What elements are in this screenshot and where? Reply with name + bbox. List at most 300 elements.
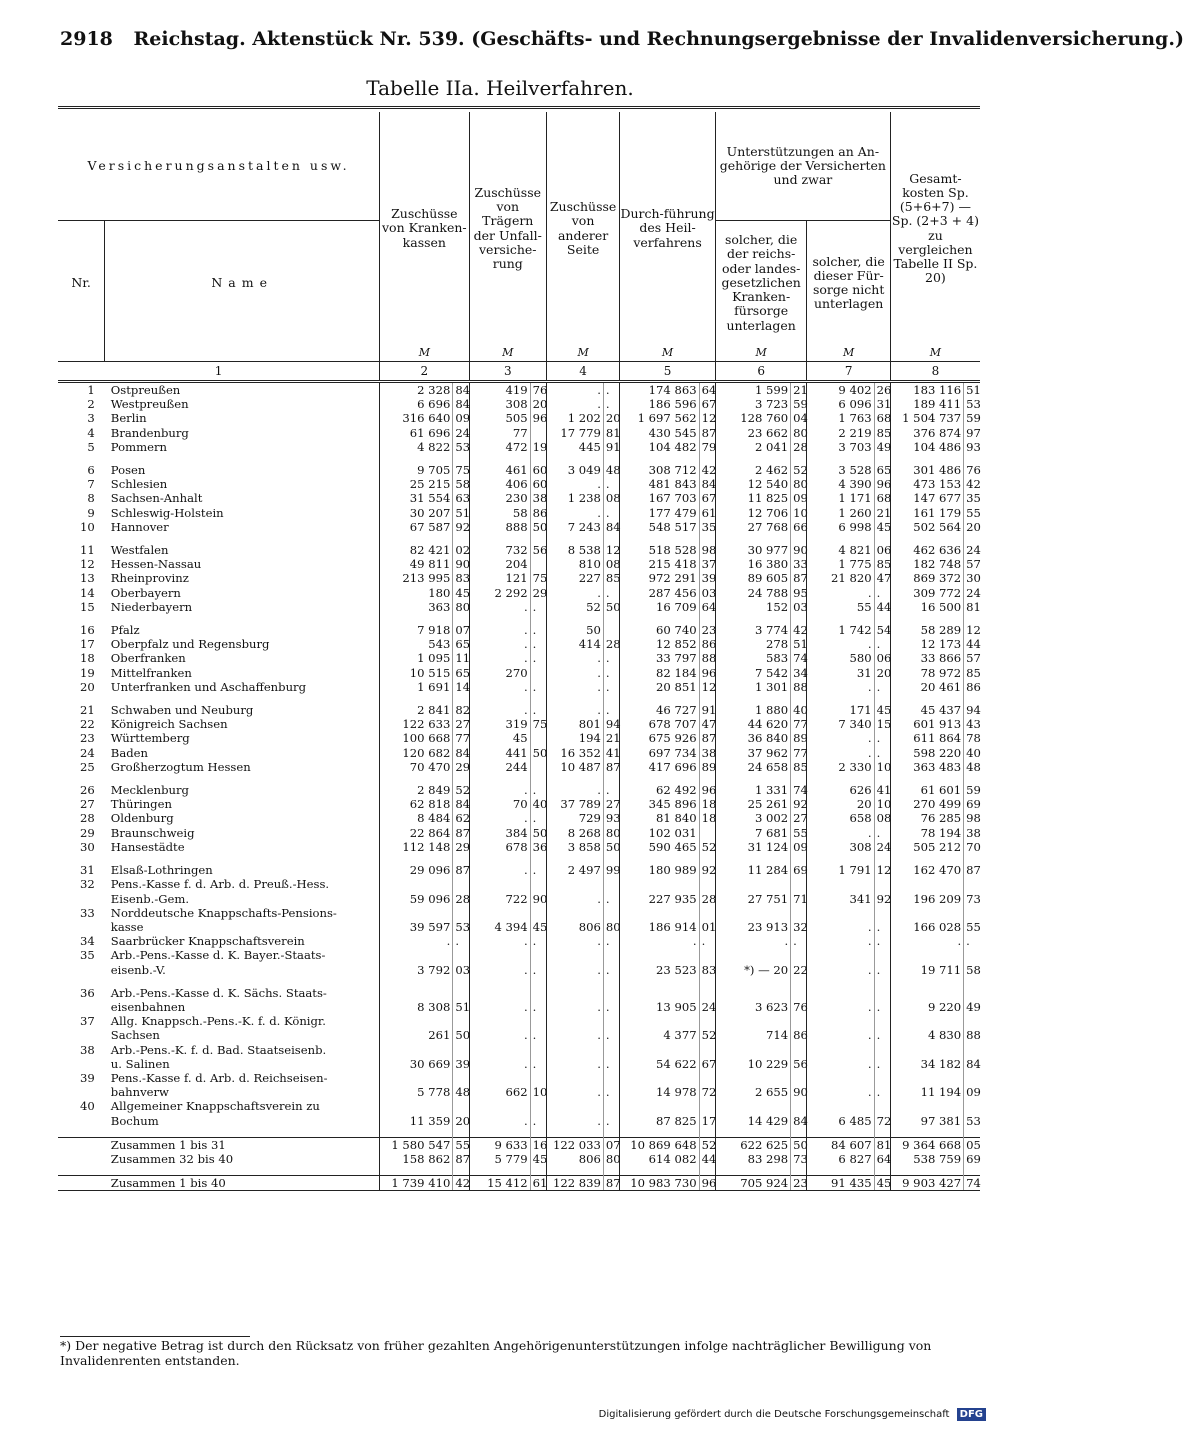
row-number <box>58 1137 105 1152</box>
cell-mark <box>546 986 603 1000</box>
cell-pfennig: 40 <box>530 797 546 811</box>
row-spacer <box>58 534 980 543</box>
row-number <box>58 1057 105 1071</box>
table-row <box>58 1043 980 1057</box>
row-name: Norddeutsche Knappschafts-Pensions- <box>110 905 337 920</box>
cell-pfennig: 55 <box>453 1137 469 1152</box>
table-row <box>58 491 980 505</box>
cell-mark: 7 542 <box>715 666 790 680</box>
row-number: 12 <box>80 557 95 572</box>
row-spacer <box>58 1166 980 1176</box>
cell-pfennig: . <box>530 783 546 797</box>
cell-mark: 505 212 <box>890 840 963 854</box>
cell-pfennig: 53 <box>964 397 980 411</box>
row-name: Eisenb.-Gem. <box>110 891 190 906</box>
row-name: Allgemeiner Knappschaftsverein zu <box>110 1099 320 1114</box>
row-name: Ostpreußen <box>110 383 181 397</box>
cell-pfennig: 89 <box>699 760 715 774</box>
table-row <box>58 760 980 774</box>
cell-mark: . <box>546 680 603 694</box>
cell-pfennig: . <box>603 586 619 600</box>
cell-mark: 301 486 <box>890 463 963 477</box>
row-number: 22 <box>80 717 95 732</box>
cell-mark: 2 462 <box>715 463 790 477</box>
cell-mark: 11 284 <box>715 863 790 877</box>
cell-mark: 319 <box>469 717 530 731</box>
cell-pfennig: 18 <box>699 797 715 811</box>
row-number: 23 <box>80 731 95 746</box>
cell-mark: 230 <box>469 491 530 505</box>
cell-pfennig: . <box>603 1000 619 1014</box>
cell-pfennig <box>603 877 619 891</box>
cell-pfennig: 80 <box>603 1152 619 1166</box>
cell-mark: 1 331 <box>715 783 790 797</box>
cell-mark <box>620 948 699 962</box>
cell-pfennig: 81 <box>964 600 980 614</box>
cell-pfennig: . <box>603 397 619 411</box>
cell-pfennig: . <box>874 586 890 600</box>
cell-pfennig: 90 <box>530 892 546 906</box>
cell-pfennig: 24 <box>874 840 890 854</box>
cell-pfennig: 69 <box>964 797 980 811</box>
cell-pfennig: 53 <box>453 920 469 934</box>
cell-pfennig: 24 <box>453 426 469 440</box>
cell-pfennig: 42 <box>964 477 980 491</box>
cell-pfennig <box>603 623 619 637</box>
cell-pfennig: . <box>603 783 619 797</box>
cell-mark: 888 <box>469 520 530 534</box>
cell-mark <box>380 1071 453 1085</box>
cell-pfennig: 80 <box>603 920 619 934</box>
cell-mark: . <box>546 506 603 520</box>
cell-mark: . <box>546 666 603 680</box>
cell-mark: 82 184 <box>620 666 699 680</box>
cell-mark: 705 924 <box>715 1176 790 1191</box>
cell-pfennig <box>699 826 715 840</box>
row-number: 16 <box>80 623 95 638</box>
cell-pfennig: 23 <box>791 1176 807 1191</box>
cell-pfennig: 91 <box>699 703 715 717</box>
cell-pfennig: 44 <box>874 600 890 614</box>
cell-pfennig: 12 <box>603 543 619 557</box>
cell-pfennig: 21 <box>603 731 619 745</box>
cell-pfennig: 52 <box>699 840 715 854</box>
cell-pfennig: 77 <box>791 746 807 760</box>
table-body <box>58 382 980 1191</box>
row-number: 15 <box>80 599 95 614</box>
cell-pfennig: 96 <box>699 666 715 680</box>
cell-pfennig: 86 <box>791 1028 807 1042</box>
cell-pfennig: 87 <box>964 863 980 877</box>
table-row <box>58 920 980 934</box>
cell-mark: 270 499 <box>890 797 963 811</box>
row-number: 5 <box>87 439 95 454</box>
cell-pfennig: 90 <box>791 543 807 557</box>
cell-mark: 441 <box>469 746 530 760</box>
cell-mark: 112 148 <box>380 840 453 854</box>
cell-mark: 20 <box>807 797 874 811</box>
cell-pfennig: 38 <box>530 491 546 505</box>
data-table <box>58 106 980 1191</box>
cell-pfennig: 92 <box>791 797 807 811</box>
cell-mark: 7 340 <box>807 717 874 731</box>
cell-pfennig: . <box>603 666 619 680</box>
cell-pfennig: 36 <box>530 840 546 854</box>
cell-mark: 1 171 <box>807 491 874 505</box>
cell-mark: 180 989 <box>620 863 699 877</box>
cell-mark: 601 913 <box>890 717 963 731</box>
table-row <box>58 586 980 600</box>
cell-pfennig: 02 <box>453 543 469 557</box>
row-name: Zusammen 32 bis 40 <box>110 1151 234 1166</box>
cell-pfennig: 44 <box>964 637 980 651</box>
cell-pfennig <box>964 986 980 1000</box>
cell-mark: 732 <box>469 543 530 557</box>
cell-mark: 97 381 <box>890 1114 963 1128</box>
cell-mark: 10 983 730 <box>620 1176 699 1191</box>
cell-mark: 204 <box>469 557 530 571</box>
row-number: 34 <box>80 934 95 949</box>
cell-pfennig <box>874 1099 890 1113</box>
table-row <box>58 426 980 440</box>
cell-mark: 543 <box>380 637 453 651</box>
table-row <box>58 1099 980 1113</box>
cell-pfennig: 87 <box>603 760 619 774</box>
cell-mark: . <box>807 826 874 840</box>
cell-mark <box>546 1099 603 1113</box>
cell-mark: 22 864 <box>380 826 453 840</box>
cell-mark <box>380 906 453 920</box>
cell-pfennig: 09 <box>453 411 469 425</box>
cell-pfennig: . <box>874 1000 890 1014</box>
cell-pfennig: 27 <box>791 811 807 825</box>
cell-mark: 55 <box>807 600 874 614</box>
cell-mark: 972 291 <box>620 571 699 585</box>
cell-mark: 722 <box>469 892 530 906</box>
cell-mark: 213 995 <box>380 571 453 585</box>
row-name: Pens.-Kasse f. d. Arb. d. Preuß.-Hess. <box>110 877 330 892</box>
row-number: 7 <box>87 477 95 492</box>
table-row <box>58 863 980 877</box>
cell-mark: 23 913 <box>715 920 790 934</box>
cell-mark: 1 580 547 <box>380 1137 453 1152</box>
cell-mark: 30 207 <box>380 506 453 520</box>
row-number <box>58 1114 105 1128</box>
cell-mark: 58 289 <box>890 623 963 637</box>
cell-mark <box>469 877 530 891</box>
row-name: Pfalz <box>110 623 140 638</box>
header-col-2: Zuschüsse von Kranken-kassen <box>380 112 470 345</box>
cell-pfennig: 94 <box>603 717 619 731</box>
cell-mark: 1 260 <box>807 506 874 520</box>
cell-pfennig: 48 <box>964 760 980 774</box>
cell-pfennig: 47 <box>699 717 715 731</box>
cell-mark: 2 328 <box>380 382 453 398</box>
cell-pfennig: . <box>964 934 980 948</box>
cell-pfennig: 47 <box>874 571 890 585</box>
cell-mark <box>620 1014 699 1028</box>
cell-mark: 33 866 <box>890 651 963 665</box>
cell-mark: . <box>715 934 790 948</box>
cell-mark <box>620 1099 699 1113</box>
row-number: 4 <box>87 425 95 440</box>
cell-mark: 3 623 <box>715 1000 790 1014</box>
cell-mark <box>715 986 790 1000</box>
table-row <box>58 1137 980 1152</box>
cell-mark: . <box>546 1057 603 1071</box>
cell-pfennig: 07 <box>453 623 469 637</box>
cell-mark: 244 <box>469 760 530 774</box>
cell-mark: 417 696 <box>620 760 699 774</box>
cell-mark: . <box>890 934 963 948</box>
cell-pfennig <box>530 877 546 891</box>
cell-mark: 9 705 <box>380 463 453 477</box>
row-number: 26 <box>80 783 95 798</box>
unit-mark: M <box>715 345 807 362</box>
cell-mark <box>890 1071 963 1085</box>
cell-mark <box>546 1014 603 1028</box>
cell-pfennig: 32 <box>791 920 807 934</box>
cell-mark: 278 <box>715 637 790 651</box>
cell-pfennig: . <box>530 623 546 637</box>
table-row <box>58 543 980 557</box>
cell-mark <box>715 948 790 962</box>
cell-mark: 869 372 <box>890 571 963 585</box>
cell-mark: 3 858 <box>546 840 603 854</box>
row-name: Baden <box>110 745 148 760</box>
cell-mark: 6 096 <box>807 397 874 411</box>
row-number: 1 <box>87 383 95 397</box>
cell-mark: 261 <box>380 1028 453 1042</box>
cell-pfennig: . <box>874 920 890 934</box>
cell-pfennig: 68 <box>874 491 890 505</box>
row-name: Pommern <box>110 439 167 454</box>
cell-pfennig <box>791 948 807 962</box>
cell-mark: *) — 20 <box>715 963 790 977</box>
cell-mark: 481 843 <box>620 477 699 491</box>
cell-mark: . <box>546 382 603 398</box>
cell-pfennig: 20 <box>874 666 890 680</box>
cell-pfennig: 48 <box>453 1085 469 1099</box>
cell-pfennig: 84 <box>453 382 469 398</box>
cell-pfennig: 85 <box>791 760 807 774</box>
cell-mark: 49 811 <box>380 557 453 571</box>
cell-mark: 177 479 <box>620 506 699 520</box>
cell-pfennig: 62 <box>453 811 469 825</box>
cell-mark: 363 483 <box>890 760 963 774</box>
row-name: Sachsen <box>110 1028 160 1043</box>
cell-pfennig: 76 <box>530 382 546 398</box>
cell-mark: 104 486 <box>890 440 963 454</box>
cell-mark <box>807 877 874 891</box>
cell-mark: 104 482 <box>620 440 699 454</box>
cell-pfennig: 01 <box>699 920 715 934</box>
table-row <box>58 948 980 962</box>
cell-pfennig: 59 <box>791 397 807 411</box>
cell-mark: 27 751 <box>715 892 790 906</box>
cell-pfennig: 27 <box>603 797 619 811</box>
cell-pfennig: 20 <box>603 411 619 425</box>
cell-mark: 12 173 <box>890 637 963 651</box>
table-title: Tabelle IIa. Heilverfahren. <box>366 76 634 100</box>
row-name: Hessen-Nassau <box>110 557 202 572</box>
cell-mark: 152 <box>715 600 790 614</box>
cell-pfennig: 84 <box>453 797 469 811</box>
row-spacer <box>58 774 980 783</box>
cell-mark: 44 620 <box>715 717 790 731</box>
cell-pfennig: . <box>874 963 890 977</box>
table-row <box>58 986 980 1000</box>
row-spacer <box>58 1128 980 1138</box>
cell-mark <box>620 877 699 891</box>
cell-pfennig: 95 <box>791 586 807 600</box>
cell-pfennig: 69 <box>791 863 807 877</box>
table-row <box>58 783 980 797</box>
table-row <box>58 1114 980 1128</box>
cell-pfennig <box>791 1099 807 1113</box>
cell-mark: 308 <box>807 840 874 854</box>
table-row <box>58 477 980 491</box>
cell-mark: 59 096 <box>380 892 453 906</box>
row-name: bahnverw <box>110 1085 169 1100</box>
cell-mark <box>380 948 453 962</box>
row-name: kasse <box>110 919 144 934</box>
dfg-credit-text: Digitalisierung gefördert durch die Deutsche Forschungsgemeinschaft <box>598 1409 950 1420</box>
header-col-7: solcher, die dieser Für-sorge nicht unterlagen <box>807 221 890 346</box>
cell-mark: 167 703 <box>620 491 699 505</box>
cell-pfennig: 86 <box>699 637 715 651</box>
row-number: 28 <box>80 811 95 826</box>
cell-mark: 626 <box>807 783 874 797</box>
cell-pfennig: 33 <box>791 557 807 571</box>
cell-pfennig <box>699 986 715 1000</box>
cell-mark: 183 116 <box>890 382 963 398</box>
row-spacer <box>58 694 980 703</box>
cell-mark <box>807 1043 874 1057</box>
cell-mark: 23 662 <box>715 426 790 440</box>
row-number: 17 <box>80 637 95 652</box>
page-number: 2918 <box>60 28 113 50</box>
table-row <box>58 623 980 637</box>
cell-mark: 675 926 <box>620 731 699 745</box>
cell-pfennig: 75 <box>530 717 546 731</box>
table-row <box>58 637 980 651</box>
cell-mark <box>715 1099 790 1113</box>
cell-mark: . <box>546 1000 603 1014</box>
cell-pfennig: 87 <box>791 571 807 585</box>
cell-mark: 14 978 <box>620 1085 699 1099</box>
cell-pfennig: 10 <box>874 760 890 774</box>
cell-pfennig: . <box>603 1057 619 1071</box>
cell-mark: 308 <box>469 397 530 411</box>
cell-pfennig: 68 <box>874 411 890 425</box>
cell-mark <box>715 877 790 891</box>
cell-mark: 12 540 <box>715 477 790 491</box>
row-name: Unterfranken und Aschaffenburg <box>110 679 306 694</box>
cell-mark: 189 411 <box>890 397 963 411</box>
cell-mark: 363 <box>380 600 453 614</box>
cell-mark: 2 841 <box>380 703 453 717</box>
table-row <box>58 963 980 977</box>
cell-mark: 122 839 <box>546 1176 603 1191</box>
cell-mark <box>807 948 874 962</box>
row-number: 36 <box>80 985 95 1000</box>
row-number <box>58 1085 105 1099</box>
cell-mark: 6 827 <box>807 1152 874 1166</box>
cell-mark <box>620 1043 699 1057</box>
cell-mark <box>890 1099 963 1113</box>
cell-pfennig: 41 <box>874 783 890 797</box>
cell-mark: . <box>469 1114 530 1128</box>
cell-mark <box>469 1014 530 1028</box>
cell-pfennig: 82 <box>453 703 469 717</box>
row-name: Schlesien <box>110 477 168 492</box>
cell-pfennig <box>964 877 980 891</box>
row-number: 24 <box>80 745 95 760</box>
cell-mark: 4 377 <box>620 1028 699 1042</box>
row-name: Arb.-Pens.-K. f. d. Bad. Staatseisenb. <box>110 1042 327 1057</box>
cell-mark: 308 712 <box>620 463 699 477</box>
cell-pfennig: 35 <box>699 520 715 534</box>
cell-mark: 1 739 410 <box>380 1176 453 1191</box>
cell-pfennig: . <box>530 934 546 948</box>
row-number: 19 <box>80 665 95 680</box>
cell-mark: 1 301 <box>715 680 790 694</box>
cell-pfennig <box>453 948 469 962</box>
cell-mark: 10 487 <box>546 760 603 774</box>
row-name: Mecklenburg <box>110 783 189 798</box>
cell-pfennig: 12 <box>874 863 890 877</box>
row-number: 37 <box>80 1014 95 1029</box>
page-header <box>60 28 1184 58</box>
cell-mark: . <box>807 934 874 948</box>
row-number <box>58 963 105 977</box>
cell-pfennig: 20 <box>453 1114 469 1128</box>
table-row <box>58 397 980 411</box>
table-row <box>58 1071 980 1085</box>
cell-mark: . <box>807 963 874 977</box>
cell-pfennig: 30 <box>964 571 980 585</box>
row-name: Berlin <box>110 411 147 426</box>
cell-mark: . <box>546 1114 603 1128</box>
cell-pfennig <box>874 877 890 891</box>
cell-mark: 34 182 <box>890 1057 963 1071</box>
cell-pfennig: 99 <box>603 863 619 877</box>
col-number: 8 <box>890 362 980 382</box>
header-col-3: Zuschüsse von Trägern der Unfall-versiche-rung <box>469 112 546 345</box>
row-number: 33 <box>80 905 95 920</box>
cell-pfennig <box>603 906 619 920</box>
cell-pfennig: 12 <box>699 680 715 694</box>
cell-pfennig: 07 <box>603 1137 619 1152</box>
row-name: Zusammen 1 bis 40 <box>105 1176 380 1191</box>
cell-pfennig: . <box>874 826 890 840</box>
cell-mark: 29 096 <box>380 863 453 877</box>
cell-pfennig: 74 <box>964 1176 980 1191</box>
cell-pfennig: 91 <box>603 440 619 454</box>
cell-mark: 2 655 <box>715 1085 790 1099</box>
cell-pfennig: 88 <box>791 680 807 694</box>
cell-pfennig: 72 <box>874 1114 890 1128</box>
col-number: 1 <box>58 362 380 382</box>
cell-pfennig: 10 <box>874 797 890 811</box>
row-name: Pens.-Kasse f. d. Arb. d. Reichseisen- <box>110 1070 328 1085</box>
cell-pfennig: 56 <box>530 543 546 557</box>
cell-mark: . <box>546 1028 603 1042</box>
table-row <box>58 440 980 454</box>
cell-pfennig <box>874 948 890 962</box>
cell-pfennig <box>453 1071 469 1085</box>
